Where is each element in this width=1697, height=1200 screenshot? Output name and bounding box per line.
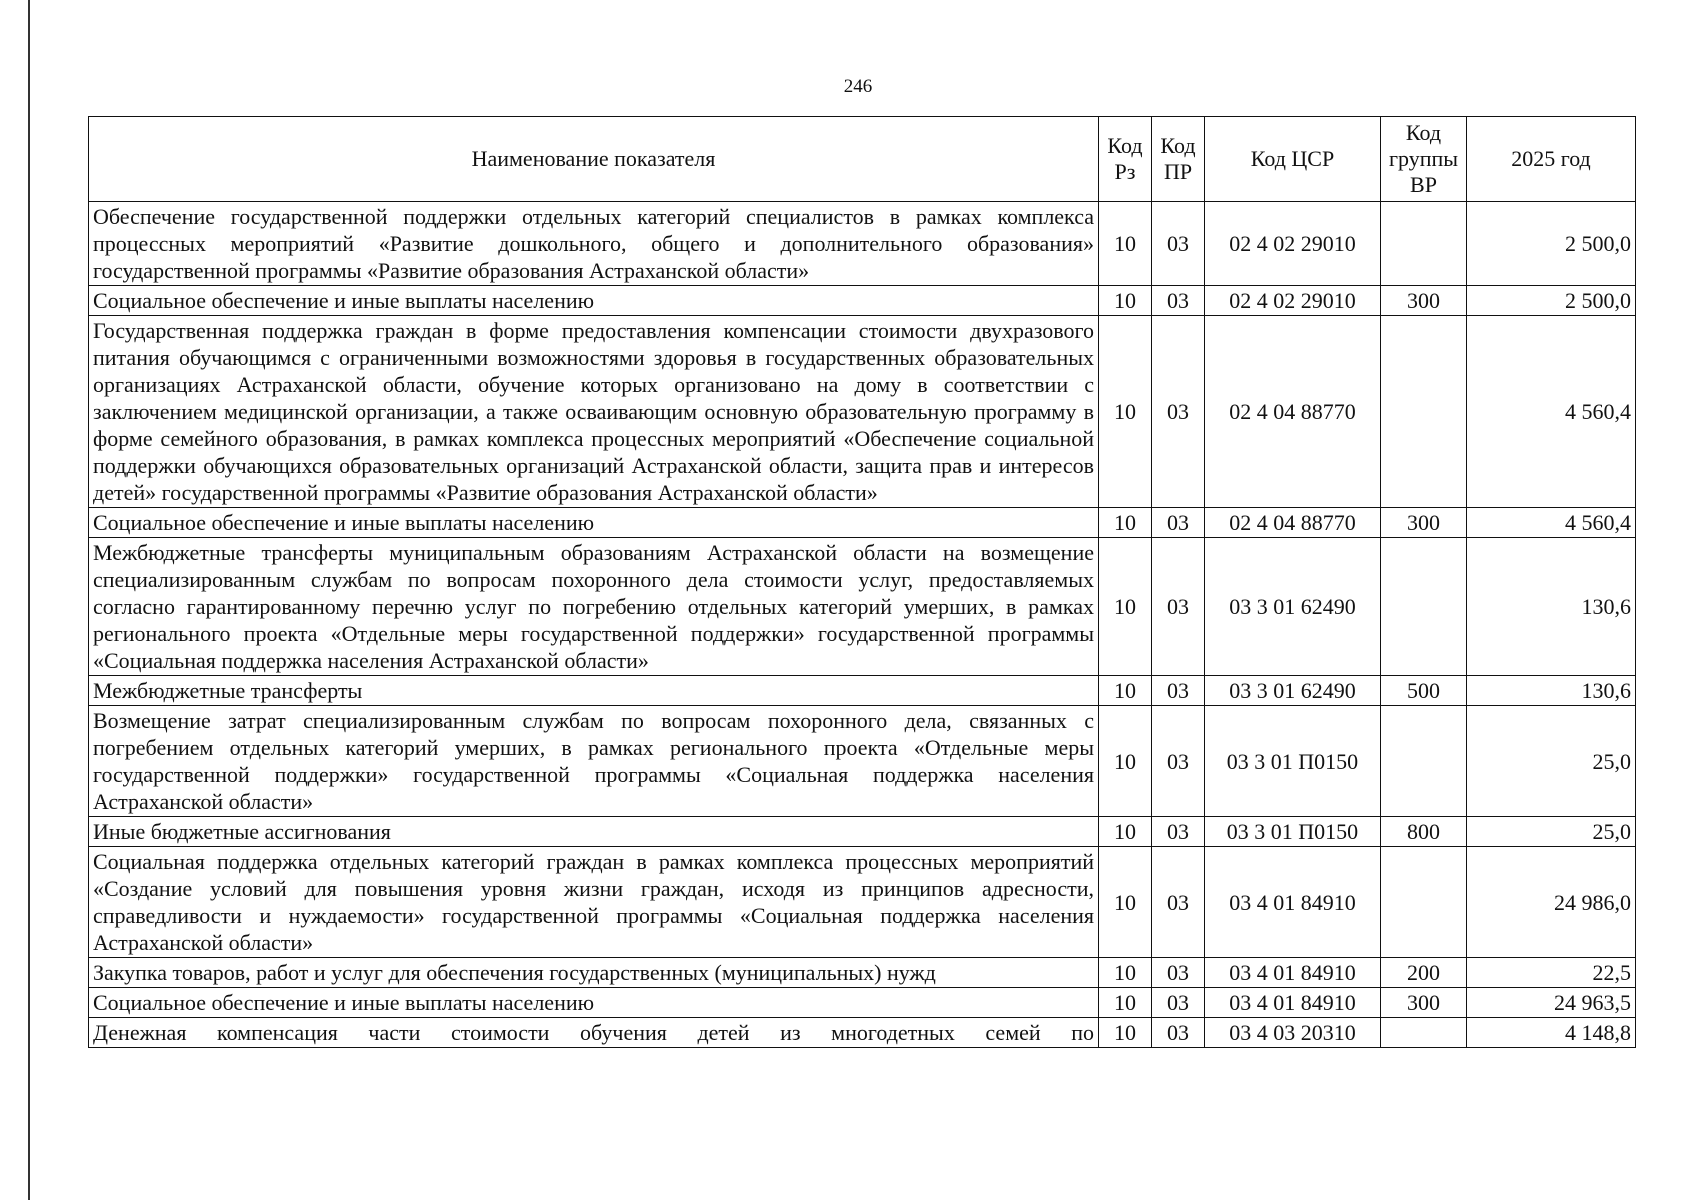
row-name: Социальное обеспечение и иные выплаты населению (89, 286, 1099, 316)
row-csr: 03 3 01 П0150 (1205, 817, 1381, 847)
row-csr: 02 4 02 29010 (1205, 286, 1381, 316)
row-csr: 03 4 01 84910 (1205, 958, 1381, 988)
row-amount: 4 148,8 (1467, 1018, 1636, 1048)
row-vr (1381, 316, 1467, 508)
row-vr: 300 (1381, 286, 1467, 316)
row-rz: 10 (1099, 958, 1152, 988)
row-name: Возмещение затрат специализированным службам по вопросам похоронного дела, связанных с погребением отдельных категорий умерших, в рамках регионального проекта «Отдельные меры государственной поддержки» государственной программы «Социальная поддержка населения Астраханской области» (89, 706, 1099, 817)
page-number: 246 (843, 76, 873, 97)
row-pr: 03 (1152, 847, 1205, 958)
header-pr: Код ПР (1152, 117, 1205, 202)
row-pr: 03 (1152, 1018, 1205, 1048)
row-csr: 03 4 01 84910 (1205, 847, 1381, 958)
row-rz: 10 (1099, 847, 1152, 958)
row-vr (1381, 706, 1467, 817)
row-name: Межбюджетные трансферты (89, 676, 1099, 706)
header-amount: 2025 год (1467, 117, 1636, 202)
row-name: Социальное обеспечение и иные выплаты населению (89, 508, 1099, 538)
row-rz: 10 (1099, 202, 1152, 286)
table-row (89, 676, 1636, 706)
row-amount: 24 986,0 (1467, 847, 1636, 958)
header-vr: Код группы ВР (1381, 117, 1467, 202)
row-csr: 03 3 01 П0150 (1205, 706, 1381, 817)
row-name: Денежная компенсация части стоимости обучения детей из многодетных семей по (89, 1018, 1099, 1048)
table-row (89, 286, 1636, 316)
row-vr (1381, 202, 1467, 286)
row-amount: 4 560,4 (1467, 508, 1636, 538)
table-row (89, 538, 1636, 676)
row-name: Социальная поддержка отдельных категорий граждан в рамках комплекса процессных мероприятий «Создание условий для повышения уровня жизни граждан, исходя из принципов адресности, справедливости и нуждаемости» государственной программы «Социальная поддержка населения Астраханской области» (89, 847, 1099, 958)
table-row (89, 817, 1636, 847)
row-rz: 10 (1099, 508, 1152, 538)
row-pr: 03 (1152, 316, 1205, 508)
table-header-row (89, 117, 1636, 202)
row-name: Обеспечение государственной поддержки отдельных категорий специалистов в рамках комплекса процессных мероприятий «Развитие дошкольного, общего и дополнительного образования» государственной программы «Развитие образования Астраханской области» (89, 202, 1099, 286)
table-row (89, 958, 1636, 988)
row-pr: 03 (1152, 202, 1205, 286)
row-amount: 2 500,0 (1467, 286, 1636, 316)
row-rz: 10 (1099, 1018, 1152, 1048)
row-rz: 10 (1099, 817, 1152, 847)
row-vr: 300 (1381, 988, 1467, 1018)
table-row (89, 202, 1636, 286)
row-pr: 03 (1152, 817, 1205, 847)
row-name: Социальное обеспечение и иные выплаты населению (89, 988, 1099, 1018)
row-rz: 10 (1099, 676, 1152, 706)
row-name: Межбюджетные трансферты муниципальным образованиям Астраханской области на возмещение специализированным службам по вопросам похоронного дела стоимости услуг, предоставляемых согласно гарантированному перечню услуг по погребению отдельных категорий умерших, в рамках регионального проекта «Отдельные меры государственной поддержки» государственной программы «Социальная поддержка населения Астраханской области» (89, 538, 1099, 676)
row-csr: 02 4 04 88770 (1205, 316, 1381, 508)
row-vr: 300 (1381, 508, 1467, 538)
row-csr: 03 4 03 20310 (1205, 1018, 1381, 1048)
table-row (89, 706, 1636, 817)
row-amount: 22,5 (1467, 958, 1636, 988)
table-row (89, 1018, 1636, 1048)
row-vr (1381, 538, 1467, 676)
row-rz: 10 (1099, 706, 1152, 817)
row-name: Государственная поддержка граждан в форме предоставления компенсации стоимости двухразового питания обучающимся с ограниченными возможностями здоровья в государственных образовательных организациях Астраханской области, обучение которых организовано на дому в соответствии с заключением медицинской организации, а также осваивающим основную образовательную программу в форме семейного образования, в рамках комплекса процессных мероприятий «Обеспечение социальной поддержки обучающихся образовательных организаций Астраханской области, защита прав и интересов детей» государственной программы «Развитие образования Астраханской области» (89, 316, 1099, 508)
row-amount: 4 560,4 (1467, 316, 1636, 508)
table-row (89, 316, 1636, 508)
row-pr: 03 (1152, 958, 1205, 988)
row-pr: 03 (1152, 676, 1205, 706)
row-rz: 10 (1099, 988, 1152, 1018)
header-name: Наименование показателя (89, 117, 1099, 202)
row-name: Закупка товаров, работ и услуг для обеспечения государственных (муниципальных) нужд (89, 958, 1099, 988)
row-vr (1381, 1018, 1467, 1048)
row-csr: 03 3 01 62490 (1205, 538, 1381, 676)
row-csr: 02 4 02 29010 (1205, 202, 1381, 286)
table-row (89, 988, 1636, 1018)
row-rz: 10 (1099, 538, 1152, 676)
row-pr: 03 (1152, 538, 1205, 676)
row-amount: 130,6 (1467, 676, 1636, 706)
row-amount: 130,6 (1467, 538, 1636, 676)
row-csr: 03 4 01 84910 (1205, 988, 1381, 1018)
row-vr: 800 (1381, 817, 1467, 847)
row-amount: 25,0 (1467, 706, 1636, 817)
row-csr: 02 4 04 88770 (1205, 508, 1381, 538)
row-amount: 2 500,0 (1467, 202, 1636, 286)
row-rz: 10 (1099, 286, 1152, 316)
row-csr: 03 3 01 62490 (1205, 676, 1381, 706)
row-vr (1381, 847, 1467, 958)
scan-edge-line (28, 0, 30, 1200)
header-rz: Код Рз (1099, 117, 1152, 202)
row-pr: 03 (1152, 706, 1205, 817)
table-row (89, 847, 1636, 958)
row-amount: 25,0 (1467, 817, 1636, 847)
row-rz: 10 (1099, 316, 1152, 508)
row-vr: 500 (1381, 676, 1467, 706)
table-row (89, 508, 1636, 538)
row-name: Иные бюджетные ассигнования (89, 817, 1099, 847)
row-vr: 200 (1381, 958, 1467, 988)
row-pr: 03 (1152, 988, 1205, 1018)
budget-table (88, 116, 1636, 1048)
row-amount: 24 963,5 (1467, 988, 1636, 1018)
header-csr: Код ЦСР (1205, 117, 1381, 202)
row-pr: 03 (1152, 286, 1205, 316)
row-pr: 03 (1152, 508, 1205, 538)
